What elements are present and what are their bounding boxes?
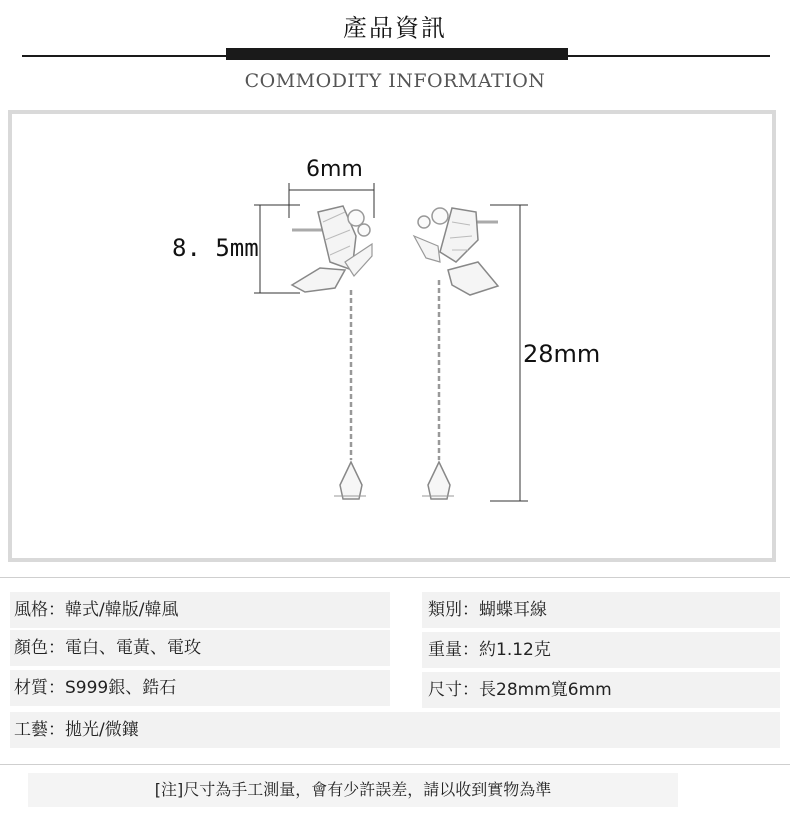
width-label: 6mm [306,157,363,182]
length-label: 28mm [523,340,601,368]
spec-size: 尺寸：長28mm寬6mm [422,672,780,708]
spec-color: 顏色：電白、電黃、電玫 [10,630,390,666]
spec-category: 類別：蝴蝶耳線 [422,592,780,628]
spec-weight: 重量：約1.12克 [422,632,780,668]
height-label: 8. 5mm [172,234,259,262]
page-title: 產品資訊 [343,14,447,42]
height-dimension-marker [254,205,300,293]
spec-material: 材質：S999銀、鋯石 [10,670,390,706]
page-subtitle: COMMODITY INFORMATION [244,70,546,92]
spec-craft: 工藝：拋光/微鑲 [10,712,780,748]
measurement-note: [注]尺寸為手工測量，會有少許誤差，請以收到實物為準 [28,773,678,807]
right-earring [414,208,498,499]
specs-divider-bottom [0,764,790,765]
spec-style: 風格：韓式/韓版/韓風 [10,592,390,628]
product-photo-frame [8,110,776,562]
left-earring [292,206,372,499]
specs-divider-top [0,577,790,578]
